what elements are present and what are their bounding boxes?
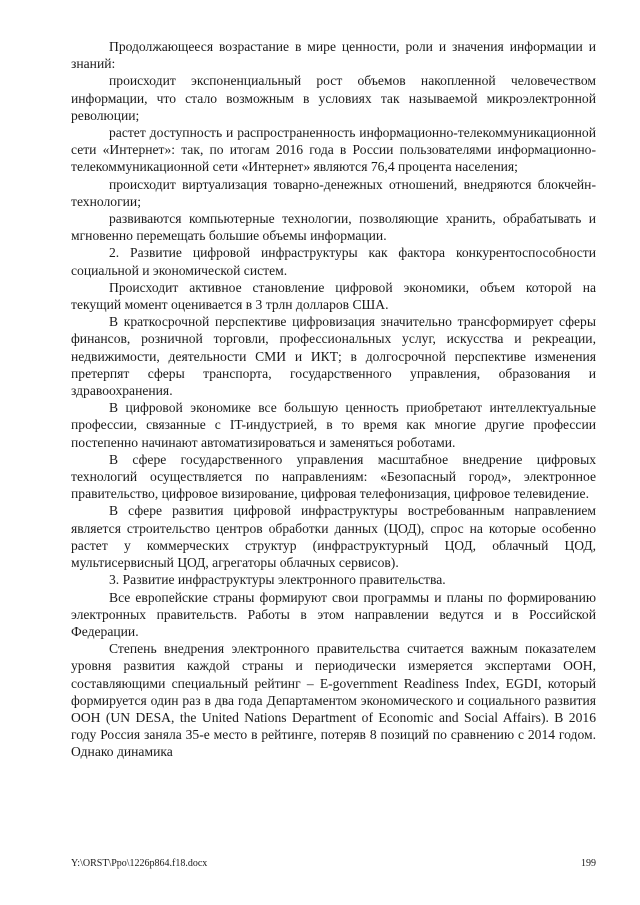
paragraph: развиваются компьютерные технологии, позволяющие хранить, обрабатывать и мгновенно перемещать большие объемы информации. xyxy=(71,211,596,244)
section-heading: 2. Развитие цифровой инфраструктуры как фактора конкурентоспособности социальной и экономической систем. xyxy=(71,245,596,278)
page-number: 199 xyxy=(581,858,596,869)
paragraph: В сфере развития цифровой инфраструктуры востребованным направлением является строительство центров обработки данных (ЦОД), спрос на которые особенно растет у коммерческих структур (инфраструктурный ЦОД, облачный ЦОД, мультисервисный ЦОД, агрегаторы облачных сервисов). xyxy=(71,503,596,571)
paragraph: Происходит активное становление цифровой экономики, объем которой на текущий момент оценивается в 3 трлн долларов США. xyxy=(71,279,596,313)
paragraph: В сфере государственного управления масштабное внедрение цифровых технологий осуществляется по направлениям: «Безопасный город», электронное правительство, цифровое визирование, цифровая телефонизация, цифровое телевидение. xyxy=(71,451,596,502)
paragraph: В краткосрочной перспективе цифровизация значительно трансформирует сферы финансов, розничной торговли, профессиональных услуг, искусства и рекреации, недвижимости, деятельности СМИ и ИКТ; в долгосрочной перспективе изменения претерпят сферы транспорта, государственного управления, образования и здравоохранения. xyxy=(71,314,596,399)
paragraph: Продолжающееся возрастание в мире ценности, роли и значения информации и знаний: xyxy=(71,39,596,72)
document-body xyxy=(71,38,596,761)
paragraph: растет доступность и распространенность информационно-телекоммуникационной сети «Интернет»: так, по итогам 2016 года в России пользователями информационно-телекоммуникационной сети «Интернет» являются 76,4 процента населения; xyxy=(71,125,596,175)
paragraph: происходит экспоненциальный рост объемов накопленной человечеством информации, что стало возможным в условиях так называемой микроэлектронной революции; xyxy=(71,73,596,123)
paragraph: В цифровой экономике все большую ценность приобретают интеллектуальные профессии, связанные с IT-индустрией, в то время как многие другие профессии постепенно начинают автоматизироваться и заменяться роботами. xyxy=(71,400,596,450)
section-heading: 3. Развитие инфраструктуры электронного правительства. xyxy=(109,572,446,588)
paragraph: Все европейские страны формируют свои программы и планы по формированию электронных правительств. Работы в этом направлении ведутся и в Российской Федерации. xyxy=(71,589,596,639)
paragraph: Степень внедрения электронного правительства считается важным показателем уровня развития каждой страны и периодически измеряется экспертами ООН, составляющими специальный рейтинг – E-government Readiness Index, EGDI, который формируется один раз в два года Департаментом экономического и социального развития ООН (UN DESA, the United Nations Department of Economic and Social Affairs). В 2016 году Россия заняла 35-е место в рейтинге, потеряв 8 позиций по сравнению с 2014 годом. Однако динамика xyxy=(71,641,596,760)
file-path: Y:\ORST\Ppo\1226p864.f18.docx xyxy=(71,858,208,869)
paragraph: происходит виртуализация товарно-денежных отношений, внедряются блокчейн-технологии; xyxy=(71,176,596,209)
